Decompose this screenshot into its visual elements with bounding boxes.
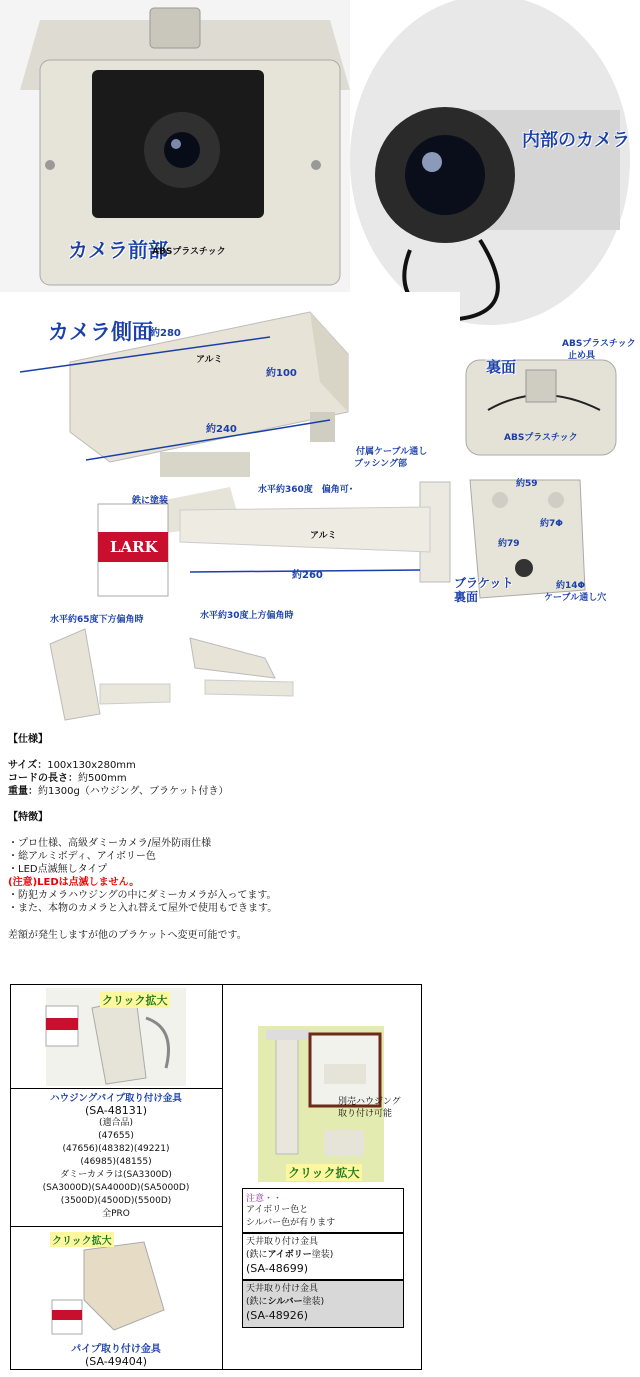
- aluminum-label-bracket: アルミ: [310, 531, 337, 541]
- specs-heading: 【仕様】: [8, 734, 48, 745]
- front-view-photo: [0, 0, 350, 292]
- bracket-rear-label: 裏面: [454, 590, 479, 604]
- back-view-photo: [460, 330, 640, 460]
- compat-line: (46985)(48155): [80, 1157, 152, 1167]
- silver-title[interactable]: 天井取り付け金具: [246, 1284, 319, 1294]
- ivory-code: (SA-48699): [246, 1262, 309, 1275]
- features-heading: 【特徴】: [8, 812, 48, 823]
- pipe-fitting-photo[interactable]: [44, 1230, 184, 1338]
- side-view-photo: [0, 292, 460, 604]
- ivory-pre: (鉄に: [246, 1250, 268, 1260]
- feature-item: ・総アルミボディ、アイボリー色: [8, 851, 156, 862]
- table-divider-left-2: [10, 1226, 222, 1227]
- angle-down-photo: [30, 624, 180, 720]
- front-material-label: ABSプラスチック: [152, 247, 226, 257]
- silver-bold: シルバー: [267, 1297, 303, 1307]
- compat-line: (3500D)(4500D)(5500D): [60, 1196, 172, 1206]
- angle-up-caption: 水平約30度上方偏角時: [200, 611, 294, 621]
- dimension-240: 約240: [206, 424, 237, 435]
- bracket-change-note: 差額が発生しますが他のブラケットへ変更可能です。: [8, 930, 247, 941]
- compat-line: (47656)(48382)(49221): [62, 1144, 170, 1154]
- compat-heading: (適合品): [98, 1118, 134, 1128]
- bracket-rear-photo: [454, 460, 640, 604]
- back-abs-stopper: 止め具: [568, 351, 596, 361]
- pipe-mount-photo[interactable]: [46, 988, 186, 1086]
- back-view-label: 裏面: [486, 358, 517, 376]
- ivory-post: 塗装): [311, 1250, 334, 1260]
- silver-post: 塗装): [302, 1297, 325, 1307]
- table-divider-left-1: [10, 1088, 222, 1089]
- compat-line: 全PRO: [102, 1209, 130, 1219]
- pipe-fitting-name[interactable]: パイプ取り付け金具: [71, 1344, 161, 1355]
- ceiling-mount-photo[interactable]: [258, 1026, 401, 1182]
- ivory-bold: アイボリー: [267, 1250, 312, 1260]
- lark-box-logo: LARK: [110, 538, 158, 556]
- led-warning: (注意)LEDは点滅しません。: [8, 877, 140, 888]
- spec-cord-label: コードの長さ：: [8, 773, 78, 784]
- dimension-100: 約100: [266, 368, 297, 379]
- angle-down-caption: 水平約65度下方偏角時: [50, 615, 144, 625]
- ceiling-note-heading: 注意・・: [246, 1194, 283, 1204]
- ivory-desc: [246, 1249, 400, 1262]
- spec-cord-value: 約500mm: [78, 773, 127, 784]
- pipe-mount-code: (SA-48131): [84, 1104, 147, 1117]
- feature-item: ・LED点滅無しタイプ: [8, 864, 108, 875]
- pipe-fitting-info: [10, 1340, 222, 1368]
- table-divider-vertical: [222, 984, 223, 1370]
- front-view-label: カメラ前部: [68, 238, 168, 262]
- spec-size-value: 100x130x280mm: [47, 760, 136, 771]
- dimension-260: 約260: [292, 570, 323, 581]
- angle-up-illustration: [185, 618, 305, 722]
- cable-label: 付属ケーブル通し: [356, 447, 428, 457]
- ceiling-sold-label2: 取り付け可能: [338, 1109, 393, 1119]
- dimension-280: 約280: [150, 328, 181, 339]
- compat-line: (SA3000D)(SA4000D)(SA5000D): [42, 1183, 190, 1193]
- internal-camera-photo: [350, 0, 640, 330]
- cable-hole-label: ケーブル通し穴: [544, 593, 607, 603]
- angle-down-illustration: [30, 624, 180, 720]
- compat-line: (47655): [98, 1131, 134, 1141]
- iron-paint-label: 鉄に塗装: [132, 496, 169, 506]
- compat-line: ダミーカメラは(SA3300D): [60, 1170, 172, 1180]
- silver-code: (SA-48926): [246, 1309, 309, 1322]
- back-abs-label: ABSプラスチック: [562, 339, 636, 349]
- side-view-label: カメラ側面: [48, 320, 153, 344]
- ceiling-note-line1: アイボリー色と: [246, 1205, 309, 1215]
- dimension-7phi: 約7Φ: [540, 519, 563, 529]
- silver-pre: (鉄に: [246, 1297, 268, 1307]
- silver-desc: [246, 1296, 400, 1309]
- pipe-fitting-code: (SA-49404): [84, 1355, 147, 1368]
- feature-item: ・また、本物のカメラと入れ替えて屋外で使用もできます。: [8, 903, 278, 914]
- ceiling-note-line2: シルバー色が有ります: [246, 1218, 336, 1228]
- pipe-fitting-click-label: クリック拡大: [50, 1232, 114, 1247]
- ceiling-click-label: クリック拡大: [288, 1166, 360, 1180]
- pipe-mount-info: [10, 1090, 222, 1221]
- spec-weight: [8, 782, 228, 797]
- bushing-label: ブッシング部: [354, 459, 407, 469]
- spec-size-label: サイズ：: [8, 760, 48, 771]
- aluminum-label-housing: アルミ: [196, 355, 223, 365]
- dimension-14phi: 約14Φ: [556, 581, 586, 591]
- pipe-mount-name[interactable]: ハウジングパイプ取り付け金具: [50, 1093, 182, 1104]
- ivory-title[interactable]: 天井取り付け金具: [246, 1237, 319, 1247]
- horizontal-rotation-label: 水平約360度 偏角可･: [258, 485, 354, 495]
- internal-camera-illustration: [350, 0, 640, 330]
- spec-weight-value: 約1300g（ハウジング、ブラケット付き）: [38, 786, 229, 797]
- ceiling-sold-label: 別売ハウジング: [338, 1097, 401, 1107]
- angle-up-photo: [185, 618, 305, 722]
- feature-item: ・プロ仕様、高級ダミーカメラ/屋外防雨仕様: [8, 838, 212, 849]
- dimension-59: 約59: [516, 479, 538, 489]
- internal-camera-label: 内部のカメラ: [522, 130, 630, 151]
- back-abs-bottom: ABSプラスチック: [504, 433, 578, 443]
- bracket-label: ブラケット: [454, 576, 514, 590]
- spec-weight-label: 重量：: [8, 786, 38, 797]
- pipe-mount-click-label: クリック拡大: [102, 994, 168, 1007]
- ceiling-silver-cell: [242, 1280, 404, 1328]
- feature-item: ・防犯カメラハウジングの中にダミーカメラが入ってます。: [8, 890, 277, 901]
- dimension-79: 約79: [498, 539, 520, 549]
- ceiling-note-cell: [242, 1188, 404, 1233]
- ceiling-ivory-cell: [242, 1233, 404, 1280]
